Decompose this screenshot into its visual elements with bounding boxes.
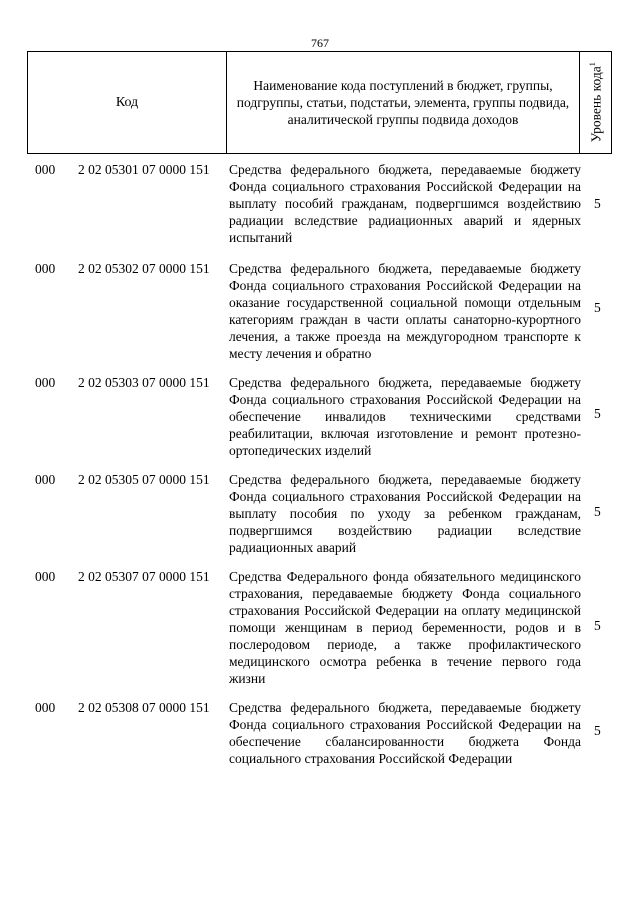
row-level: 5: [594, 618, 601, 633]
header-level-footnote: 1: [587, 62, 597, 67]
row-name: Средства Федерального фонда обязательного медицинского страхования, передаваемые бюджету Фонда социального страхования Российской Федерации на оплату медицинской помощи женщинам в период беременности, родов и в послеродовом периоде, а также профилактического медицинского осмотра ребенка в течение первого года жизни: [229, 569, 581, 686]
row-level: 5: [594, 196, 601, 211]
row-admin-code: 000: [35, 569, 56, 584]
header-level: [580, 52, 611, 153]
row-admin-code: 000: [35, 375, 56, 390]
header-code: Код: [115, 94, 139, 110]
table-header: [27, 51, 612, 154]
row-income-code: 2 02 05301 07 0000 151: [78, 162, 210, 177]
header-level-text: [587, 62, 604, 142]
row-name: Средства федерального бюджета, передаваемые бюджету Фонда социального страхования Российской Федерации на обеспечение сбалансированности бюджета Фонда социального страхования Российской Федерации: [229, 700, 581, 766]
row-admin-code: 000: [35, 261, 56, 276]
row-name: Средства федерального бюджета, передаваемые бюджету Фонда социального страхования Российской Федерации на оказание государственной социальной помощи отдельным категориям граждан в части оплаты санаторно-курортного лечения, а также проезда на междугородном транспорте к месту лечения и обратно: [229, 261, 581, 361]
row-name: Средства федерального бюджета, передаваемые бюджету Фонда социального страхования Российской Федерации на выплату пособий гражданам, подвергшимся воздействию радиации вследствие радиационных аварий и ядерных испытаний: [229, 162, 581, 245]
row-income-code: 2 02 05308 07 0000 151: [78, 700, 210, 715]
row-level: 5: [594, 406, 601, 421]
row-admin-code: 000: [35, 472, 56, 487]
row-level: 5: [594, 723, 601, 738]
row-level: 5: [594, 300, 601, 315]
row-name: Средства федерального бюджета, передаваемые бюджету Фонда социального страхования Российской Федерации на обеспечение инвалидов техническими средствами реабилитации, включая изготовление и ремонт протезно-ортопедических изделий: [229, 375, 581, 458]
row-name: Средства федерального бюджета, передаваемые бюджету Фонда социального страхования Российской Федерации на выплату пособия по уходу за ребенком гражданам, подвергшимся воздействию радиации вследствие радиационных аварий: [229, 472, 581, 555]
page-number: 767: [311, 36, 329, 50]
row-level: 5: [594, 504, 601, 519]
row-income-code: 2 02 05305 07 0000 151: [78, 472, 210, 487]
row-income-code: 2 02 05307 07 0000 151: [78, 569, 210, 584]
header-name: Наименование кода поступлений в бюджет, группы, подгруппы, статьи, подстатьи, элемента, группы подвида, аналитической группы подвида доходов: [236, 78, 570, 127]
row-admin-code: 000: [35, 700, 56, 715]
row-admin-code: 000: [35, 162, 56, 177]
row-income-code: 2 02 05302 07 0000 151: [78, 261, 210, 276]
row-income-code: 2 02 05303 07 0000 151: [78, 375, 210, 390]
header-level-label: Уровень кода: [587, 66, 603, 143]
